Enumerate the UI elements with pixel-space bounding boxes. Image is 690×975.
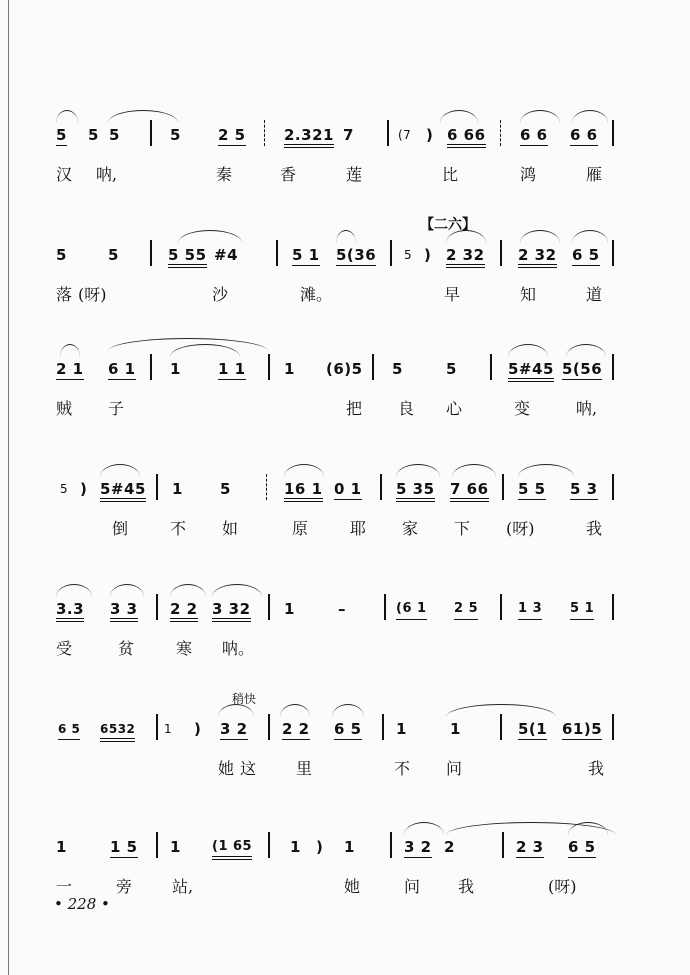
bar-line — [500, 714, 502, 740]
note: 1 3 — [518, 600, 542, 620]
slur — [56, 110, 78, 123]
bar-line — [150, 120, 152, 146]
note: 1 — [396, 720, 407, 738]
note: 5 3 — [570, 480, 598, 498]
bar-line — [264, 120, 265, 146]
note: 1 — [170, 838, 181, 856]
note: (6 1 — [396, 600, 427, 620]
lyric: 问 — [404, 877, 421, 896]
lyric: 原 — [292, 519, 309, 538]
note: 6 5 — [572, 246, 600, 264]
note: 16 1 — [284, 480, 323, 502]
note: 5 1 — [292, 246, 320, 264]
note: 6 6 — [570, 126, 598, 144]
lyric: 滩。 — [300, 285, 333, 304]
note: ) — [194, 720, 202, 738]
slur — [572, 110, 608, 123]
bar-line — [268, 594, 270, 620]
bar-line — [156, 474, 158, 500]
note: 6 1 — [108, 360, 136, 378]
lyric-row — [0, 396, 690, 418]
slur — [520, 230, 560, 243]
lyric: 贫 — [118, 639, 135, 658]
lyric: 沙 — [212, 285, 229, 304]
lyric: 我 — [586, 519, 603, 538]
bar-line — [612, 240, 614, 266]
bar-line — [612, 594, 614, 620]
slur — [212, 584, 262, 597]
lyric: 早 — [444, 285, 461, 304]
lyric: 不 — [170, 519, 187, 538]
bar-line — [276, 240, 278, 266]
note: 5 — [220, 480, 231, 498]
slur — [336, 230, 356, 243]
note: ) — [316, 838, 324, 856]
lyric: 鸿 — [520, 165, 537, 184]
lyric: 呐, — [96, 165, 118, 184]
note: 1 — [172, 480, 183, 498]
note: 5 55 — [168, 246, 207, 268]
note: 7 66 — [450, 480, 489, 502]
note: – — [338, 600, 346, 618]
lyric: 把 — [346, 399, 363, 418]
note: 5#45 — [100, 480, 146, 502]
note: 5 — [109, 126, 120, 144]
note: 6 5 — [334, 720, 362, 738]
note: 3 32 — [212, 600, 251, 622]
lyric: 一 — [56, 877, 73, 896]
bar-line — [500, 120, 501, 146]
lyric: (呀) — [506, 519, 535, 538]
note: 5 — [56, 126, 67, 144]
lyric: 道 — [586, 285, 603, 304]
note: 5 — [88, 126, 99, 144]
lyric: 知 — [520, 285, 537, 304]
note: 6 5 — [568, 838, 596, 856]
bar-line — [500, 240, 502, 266]
bar-line — [150, 240, 152, 266]
note: 5 35 — [396, 480, 435, 502]
lyric: 旁 — [116, 877, 133, 896]
bar-line — [268, 832, 270, 858]
lyric: 她 — [344, 877, 361, 896]
slur — [60, 344, 80, 357]
bar-line — [502, 474, 504, 500]
note: (6)5 — [326, 360, 363, 378]
note: 3 2 — [404, 838, 432, 856]
slur — [178, 230, 242, 243]
slur — [56, 584, 92, 597]
bar-line — [384, 594, 386, 620]
lyric: 她 — [218, 759, 235, 778]
bar-line — [612, 474, 614, 500]
note: 5 5 — [518, 480, 546, 498]
bar-line — [500, 594, 502, 620]
lyric: 下 — [454, 519, 471, 538]
lyric: 如 — [222, 519, 239, 538]
note: ) — [424, 246, 432, 264]
lyric: 里 — [296, 759, 313, 778]
lyric: 变 — [514, 399, 531, 418]
note: 2 2 — [170, 600, 198, 622]
note: 2 32 — [446, 246, 485, 268]
note: 1 — [164, 722, 173, 736]
bar-line — [268, 714, 270, 740]
note: 1 — [450, 720, 461, 738]
slur — [284, 464, 324, 477]
note: 5 — [170, 126, 181, 144]
lyric: 子 — [108, 399, 125, 418]
bar-line — [612, 354, 614, 380]
note: ) — [80, 480, 88, 498]
bar-line — [612, 120, 614, 146]
slur — [332, 704, 364, 717]
lyric: 落 — [56, 285, 73, 304]
note: 3 2 — [220, 720, 248, 738]
lyric: 汉 — [56, 165, 73, 184]
note: 1 — [344, 838, 355, 856]
note: 6532 — [100, 720, 135, 742]
lyric: 我 — [458, 877, 475, 896]
bar-line — [382, 714, 384, 740]
slur — [100, 464, 140, 477]
bar-line — [612, 714, 614, 740]
lyric: 受 — [56, 639, 73, 658]
note: 1 — [170, 360, 181, 378]
note: 1 — [56, 838, 67, 856]
slur — [452, 464, 496, 477]
note-row — [0, 352, 690, 382]
note: 0 1 — [334, 480, 362, 498]
note: 2 32 — [518, 246, 557, 268]
note: 2 5 — [218, 126, 246, 144]
slur — [280, 704, 310, 717]
note: 6 5 — [58, 720, 80, 740]
note: 3.3 — [56, 600, 84, 622]
note-row — [0, 238, 690, 268]
slur — [566, 344, 606, 357]
note: 5#45 — [508, 360, 554, 382]
lyric: 秦 — [216, 165, 233, 184]
lyric-row — [0, 282, 690, 304]
note: (1 65 — [212, 838, 252, 860]
note-row — [0, 592, 690, 622]
lyric: 不 — [394, 759, 411, 778]
lyric: 耶 — [350, 519, 367, 538]
note: 2 2 — [282, 720, 310, 738]
bar-line — [156, 594, 158, 620]
note: 2 1 — [56, 360, 84, 378]
bar-line — [490, 354, 492, 380]
note: 1 — [284, 600, 295, 618]
lyric: (呀) — [548, 877, 577, 896]
bar-line — [502, 832, 504, 858]
note: 2 — [444, 838, 455, 856]
note: 5(36 — [336, 246, 377, 264]
lyric-row — [0, 756, 690, 778]
bar-line — [390, 832, 392, 858]
note: 6 6 — [520, 126, 548, 144]
note: 5 — [392, 360, 403, 378]
slur — [440, 110, 478, 123]
lyric-row — [0, 162, 690, 184]
lyric: 呐, — [576, 399, 598, 418]
note: #4 — [214, 246, 239, 264]
note: (7 — [398, 128, 412, 142]
note: ) — [426, 126, 434, 144]
lyric: 莲 — [346, 165, 363, 184]
note-row — [0, 118, 690, 148]
slur — [520, 110, 560, 123]
lyric: 心 — [446, 399, 463, 418]
lyric-row — [0, 636, 690, 658]
note: 2 5 — [454, 600, 478, 620]
bar-line — [150, 354, 152, 380]
note: 1 — [290, 838, 301, 856]
bar-line — [372, 354, 374, 380]
note: 2 3 — [516, 838, 544, 856]
lyric: 贼 — [56, 399, 73, 418]
slur — [396, 464, 440, 477]
lyric: 问 — [446, 759, 463, 778]
lyric-row — [0, 874, 690, 896]
note: 3 3 — [110, 600, 138, 622]
lyric: 比 — [442, 165, 459, 184]
slur — [572, 230, 608, 243]
slur — [508, 344, 548, 357]
bar-line — [156, 832, 158, 858]
section-mark: 【二六】 — [420, 217, 476, 233]
note: 5 — [404, 248, 413, 262]
slur — [110, 584, 144, 597]
lyric: 站, — [172, 877, 194, 896]
note: 7 — [343, 126, 354, 144]
bar-line — [380, 474, 382, 500]
lyric: 良 — [398, 399, 415, 418]
bar-line — [387, 120, 389, 146]
lyric: 香 — [280, 165, 297, 184]
lyric: 家 — [402, 519, 419, 538]
lyric: (呀) — [78, 285, 107, 304]
note-row — [0, 472, 690, 502]
bar-line — [156, 714, 158, 740]
lyric: 我 — [588, 759, 605, 778]
lyric: 这 — [240, 759, 257, 778]
bar-line — [266, 474, 267, 500]
slur — [108, 110, 178, 123]
note: 5(1 — [518, 720, 548, 738]
note-row — [0, 830, 690, 860]
lyric: 呐。 — [222, 639, 255, 658]
tempo-mark: 稍快 — [232, 692, 257, 706]
note: 5 — [56, 246, 67, 264]
slur — [518, 464, 574, 477]
note: 1 1 — [218, 360, 246, 378]
bar-line — [268, 354, 270, 380]
note: 1 — [284, 360, 295, 378]
bar-line — [390, 240, 392, 266]
note: 5 — [446, 360, 457, 378]
note: 1 5 — [110, 838, 138, 856]
slur — [170, 584, 206, 597]
note: 5 1 — [570, 600, 594, 620]
note-row — [0, 712, 690, 742]
lyric: 雁 — [586, 165, 603, 184]
lyric: 倒 — [112, 519, 129, 538]
note: 2.321 — [284, 126, 334, 148]
page-number: • 228 • — [54, 895, 110, 913]
lyric: 寒 — [176, 639, 193, 658]
slur — [404, 822, 444, 835]
note: 5(56 — [562, 360, 603, 378]
note: 5 — [60, 482, 69, 496]
note: 5 — [108, 246, 119, 264]
note: 6 66 — [447, 126, 486, 148]
note: 61)5 — [562, 720, 603, 738]
lyric-row — [0, 516, 690, 538]
